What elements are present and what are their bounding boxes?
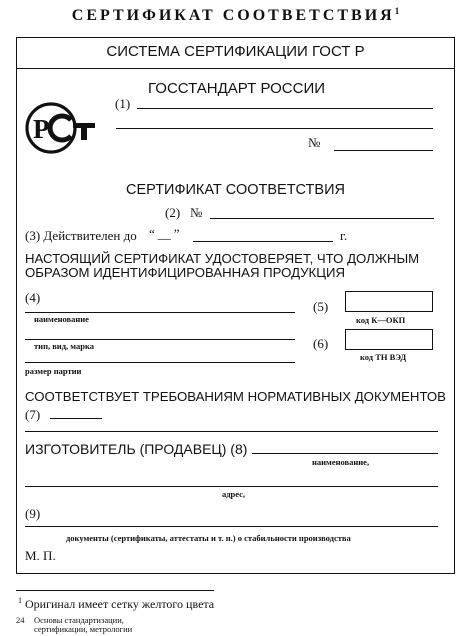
documents-caption: документы (сертификаты, аттестаты и т. п.) о стабильности производства <box>66 533 351 543</box>
header-divider <box>16 68 455 69</box>
product-type-line[interactable] <box>25 339 295 340</box>
rst-logo-icon <box>24 101 100 155</box>
product-name-caption: наименование <box>34 314 89 324</box>
field-1-number: (1) <box>115 96 131 111</box>
manufacturer-name-line[interactable] <box>252 453 438 454</box>
batch-size-caption: размер партии <box>25 366 82 376</box>
stamp-place: М. П. <box>25 548 56 563</box>
number-sign: № <box>308 135 321 150</box>
manufacturer-heading: ИЗГОТОВИТЕЛЬ (ПРОДАВЕЦ) (8) <box>25 441 248 457</box>
validity-label: (3) Действителен до <box>25 228 137 243</box>
footnote-marker: 1 <box>394 6 400 16</box>
product-name-line[interactable] <box>25 312 295 313</box>
field-7-number: (7) <box>25 407 41 422</box>
manufacturer-address-line[interactable] <box>25 486 438 487</box>
okp-code-caption: код К—ОКП <box>356 315 406 325</box>
book-title-line-2: сертификации, метрологии <box>34 624 133 634</box>
year-suffix: г. <box>340 228 348 243</box>
manufacturer-name-caption: наименование, <box>312 457 370 467</box>
certificate-number-line[interactable] <box>210 218 434 219</box>
product-type-caption: тип, вид, марка <box>34 341 94 351</box>
agency-number-line[interactable] <box>334 150 433 151</box>
book-title-line-1: Основы стандартизации, <box>34 615 124 625</box>
tnved-code-caption: код ТН ВЭД <box>360 352 407 362</box>
field-2-number: (2) <box>165 205 181 220</box>
footnote-divider <box>16 590 214 591</box>
validity-date: “ __ ” <box>149 226 180 241</box>
tnved-code-box[interactable] <box>345 329 433 350</box>
batch-size-line[interactable] <box>25 362 295 363</box>
normative-docs-line-1[interactable] <box>50 418 102 419</box>
field-4-number: (4) <box>25 290 41 305</box>
page-number: 24 <box>16 615 25 625</box>
okp-code-box[interactable] <box>345 291 433 312</box>
field-9-number: (9) <box>25 506 41 521</box>
system-title: СИСТЕМА СЕРТИФИКАЦИИ ГОСТ Р <box>106 43 365 60</box>
agency-field-2-line[interactable] <box>116 128 433 129</box>
document-title: СЕРТИФИКАТ СООТВЕТСТВИЯ$^1$ <box>71 6 400 24</box>
svg-text:Р: Р <box>33 114 50 144</box>
agency-field-1-line[interactable] <box>137 108 433 109</box>
conformity-heading: СООТВЕТСТВУЕТ ТРЕБОВАНИЯМ НОРМАТИВНЫХ ДОКУМЕНТОВ <box>25 389 446 404</box>
statement-line-2: ОБРАЗОМ ИДЕНТИФИЦИРОВАННАЯ ПРОДУКЦИЯ <box>25 265 345 280</box>
documents-line[interactable] <box>25 526 438 527</box>
agency-name: ГОССТАНДАРТ РОССИИ <box>148 80 326 97</box>
field-6-number: (6) <box>313 336 329 351</box>
normative-docs-line-2[interactable] <box>25 431 438 432</box>
field-5-number: (5) <box>313 299 329 314</box>
footnote: $^1$ Оригинал имеет сетку желтого цвета <box>18 596 215 611</box>
validity-date-line[interactable] <box>193 241 333 242</box>
manufacturer-address-caption: адрес, <box>222 489 246 499</box>
certificate-number-sign: № <box>190 205 203 220</box>
certificate-heading: СЕРТИФИКАТ СООТВЕТСТВИЯ <box>126 182 345 198</box>
statement-line-1: НАСТОЯЩИЙ СЕРТИФИКАТ УДОСТОВЕРЯЕТ, ЧТО ДОЛЖНЫМ <box>25 251 420 266</box>
